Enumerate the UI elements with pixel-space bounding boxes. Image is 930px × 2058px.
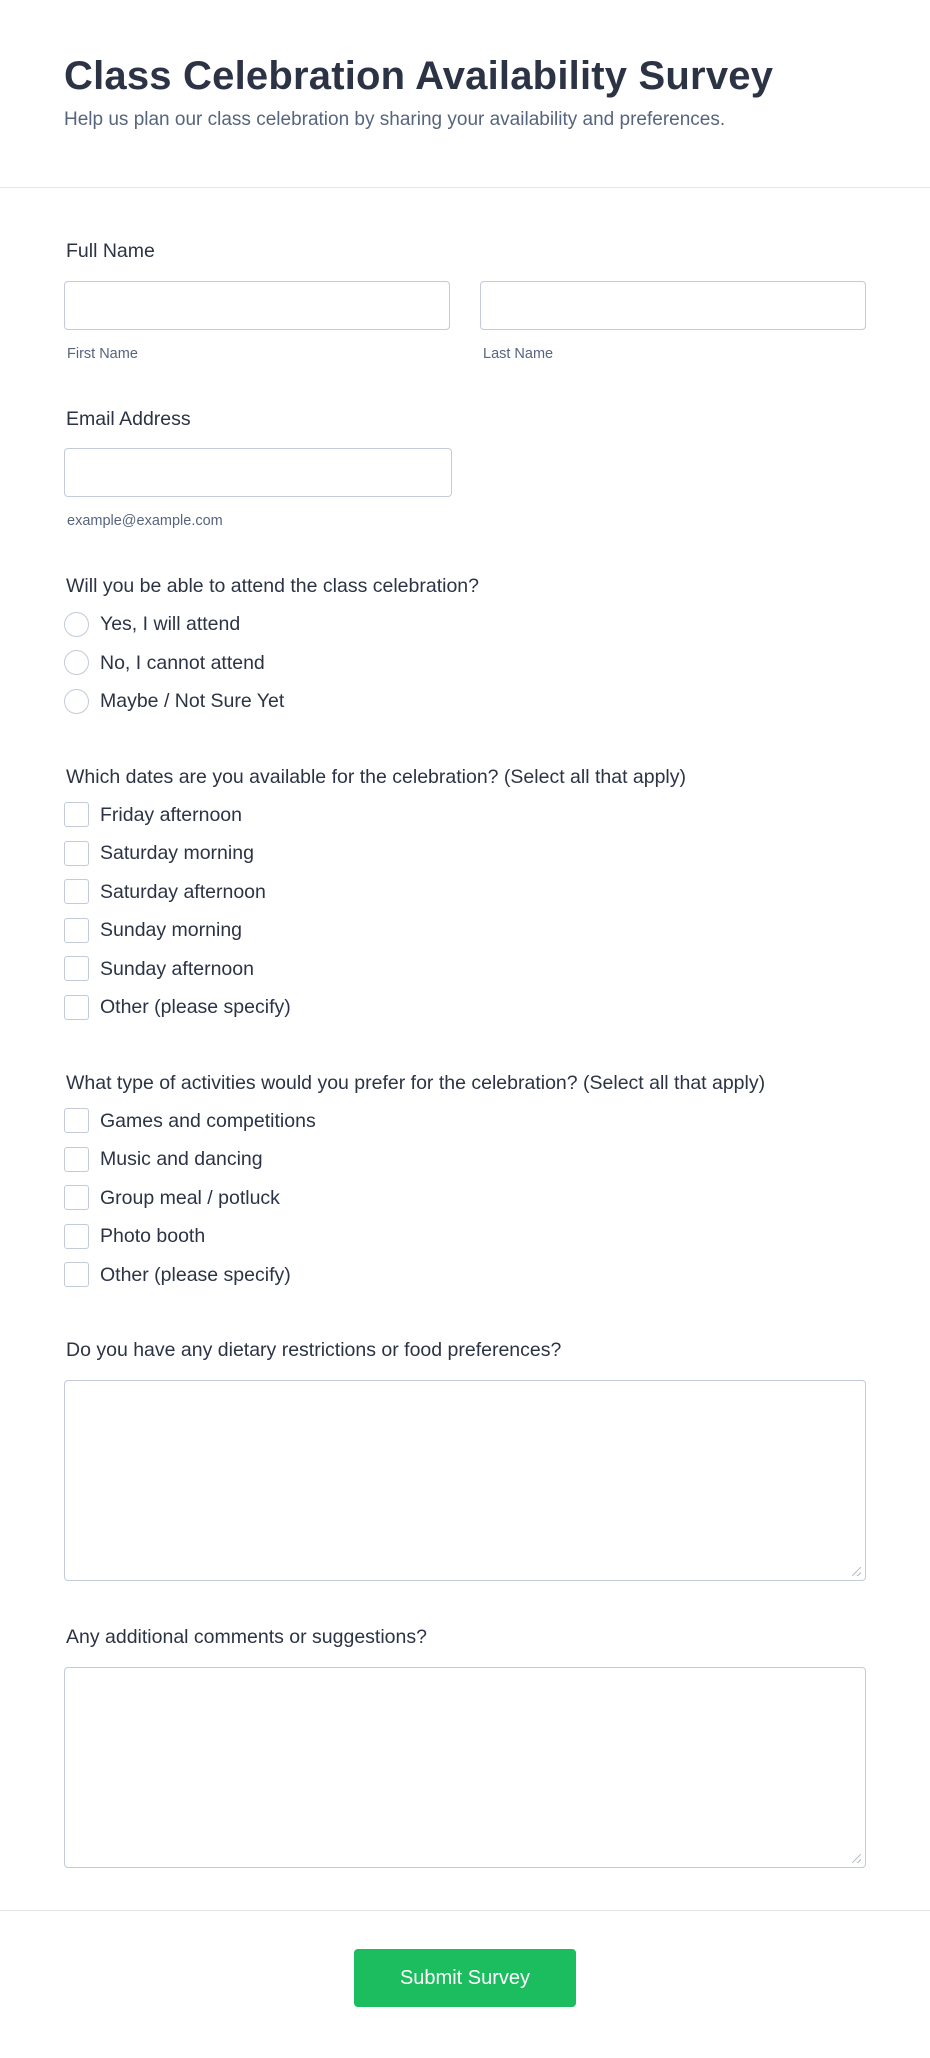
email-field xyxy=(64,363,866,530)
dietary-textarea[interactable] xyxy=(64,1380,866,1581)
option-label: Friday afternoon xyxy=(100,803,242,826)
activities-label: What type of activities would you prefer for the celebration? (Select all that apply) xyxy=(66,1071,766,1094)
checkbox[interactable] xyxy=(64,879,89,904)
checkbox[interactable] xyxy=(64,1224,89,1249)
option-label: Games and competitions xyxy=(100,1109,316,1132)
option-label: Sunday morning xyxy=(100,919,243,942)
option-label: Other (please specify) xyxy=(100,996,291,1019)
page-title: Class Celebration Availability Survey xyxy=(64,54,774,98)
radio-button[interactable] xyxy=(64,650,89,675)
option-label: Sunday afternoon xyxy=(100,957,254,980)
last-name-sublabel: Last Name xyxy=(483,346,554,362)
first-name-input[interactable] xyxy=(64,281,450,330)
dietary-label: Do you have any dietary restrictions or food preferences? xyxy=(66,1339,562,1361)
checkbox[interactable] xyxy=(64,995,89,1020)
attendance-label: Will you be able to attend the class celebration? xyxy=(66,575,479,597)
option-label: Maybe / Not Sure Yet xyxy=(100,690,285,713)
attendance-option-maybe[interactable] xyxy=(64,682,866,721)
activity-option-games[interactable] xyxy=(64,1102,866,1141)
email-input[interactable] xyxy=(64,448,452,497)
checkbox[interactable] xyxy=(64,1185,89,1210)
checkbox[interactable] xyxy=(64,841,89,866)
dietary-field xyxy=(64,1294,866,1581)
date-option-sunday-morning[interactable] xyxy=(64,911,866,950)
attendance-field xyxy=(64,530,866,721)
attendance-option-no[interactable] xyxy=(64,644,866,683)
option-label: Saturday morning xyxy=(100,842,254,865)
date-option-sunday-afternoon[interactable] xyxy=(64,950,866,989)
dates-options xyxy=(64,796,866,1027)
first-name-sublabel: First Name xyxy=(67,346,138,362)
activity-option-meal[interactable] xyxy=(64,1179,866,1218)
date-option-saturday-afternoon[interactable] xyxy=(64,873,866,912)
activity-option-photo-booth[interactable] xyxy=(64,1217,866,1256)
checkbox[interactable] xyxy=(64,1147,89,1172)
form-header xyxy=(0,0,930,188)
email-label: Email Address xyxy=(66,408,191,430)
email-sublabel: example@example.com xyxy=(67,513,223,529)
activities-options xyxy=(64,1102,866,1295)
date-option-friday-afternoon[interactable] xyxy=(64,796,866,835)
submit-survey-button[interactable]: Submit Survey xyxy=(354,1949,576,2007)
comments-label: Any additional comments or suggestions? xyxy=(66,1626,427,1648)
attendance-options xyxy=(64,605,866,721)
comments-field xyxy=(64,1581,866,1868)
checkbox[interactable] xyxy=(64,1262,89,1287)
resize-handle-icon[interactable] xyxy=(852,1854,861,1863)
radio-button[interactable] xyxy=(64,689,89,714)
option-label: Other (please specify) xyxy=(100,1263,291,1286)
option-label: Photo booth xyxy=(100,1225,206,1248)
comments-textarea[interactable] xyxy=(64,1667,866,1868)
dates-field xyxy=(64,721,866,1027)
option-label: Saturday afternoon xyxy=(100,880,266,903)
survey-form xyxy=(0,188,930,1868)
activity-option-music[interactable] xyxy=(64,1140,866,1179)
radio-button[interactable] xyxy=(64,612,89,637)
resize-handle-icon[interactable] xyxy=(852,1567,861,1576)
attendance-option-yes[interactable] xyxy=(64,605,866,644)
page-subtitle: Help us plan our class celebration by sharing your availability and preferences. xyxy=(64,109,726,130)
checkbox[interactable] xyxy=(64,918,89,943)
option-label: Yes, I will attend xyxy=(100,613,241,636)
option-label: Music and dancing xyxy=(100,1148,263,1171)
full-name-field xyxy=(64,188,866,363)
dates-label: Which dates are you available for the celebration? (Select all that apply) xyxy=(66,765,687,788)
full-name-label: Full Name xyxy=(66,240,155,262)
checkbox[interactable] xyxy=(64,802,89,827)
form-footer xyxy=(0,1910,930,2058)
activity-option-other[interactable] xyxy=(64,1256,866,1295)
option-label: Group meal / potluck xyxy=(100,1186,280,1209)
last-name-input[interactable] xyxy=(480,281,866,330)
activities-field xyxy=(64,1027,866,1295)
option-label: No, I cannot attend xyxy=(100,651,265,674)
date-option-saturday-morning[interactable] xyxy=(64,834,866,873)
checkbox[interactable] xyxy=(64,1108,89,1133)
date-option-other[interactable] xyxy=(64,988,866,1027)
checkbox[interactable] xyxy=(64,956,89,981)
